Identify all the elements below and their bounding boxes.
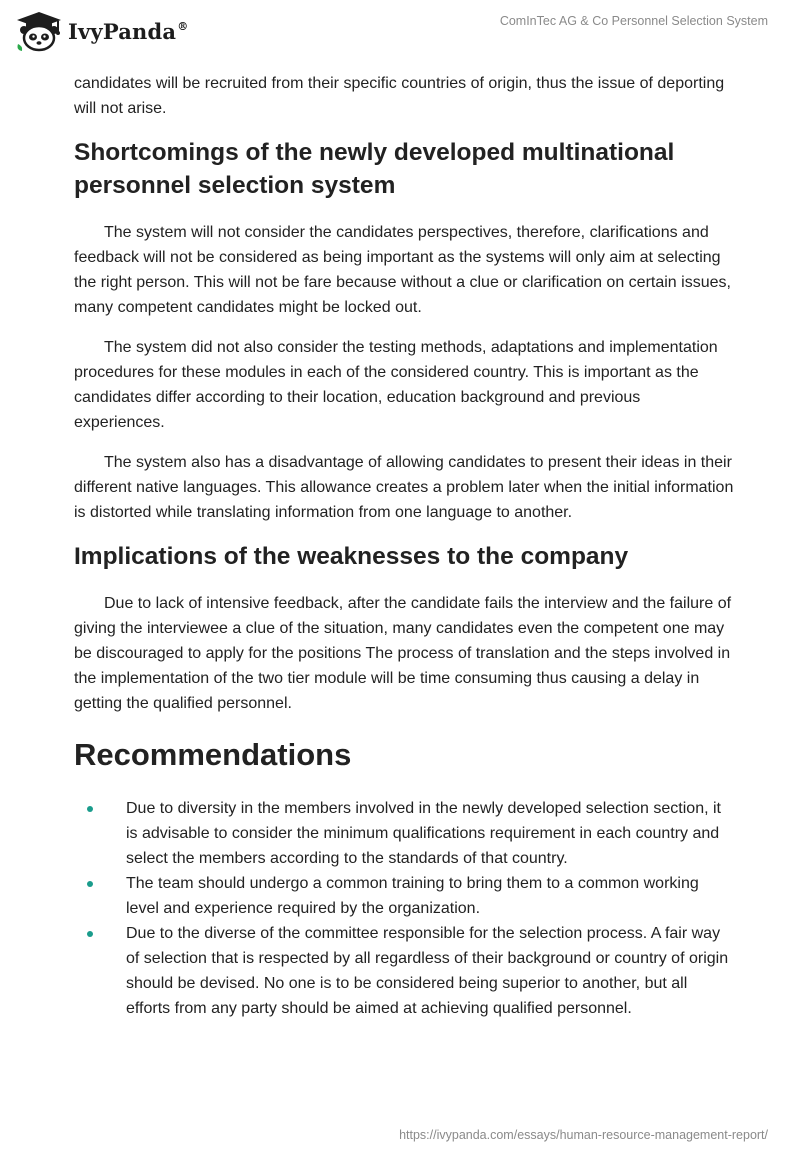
page-header	[0, 0, 800, 60]
bullet-icon	[87, 931, 93, 937]
panda-logo-icon	[14, 10, 64, 52]
list-item	[74, 871, 734, 921]
section-heading-recommendations: Recommendations	[74, 737, 352, 772]
recommendations-list	[74, 796, 734, 1021]
list-item	[74, 796, 734, 871]
section-heading-implications: Implications of the weaknesses to the company	[74, 543, 629, 570]
bullet-icon	[87, 806, 93, 812]
article-content	[74, 71, 734, 1021]
bullet-icon	[87, 881, 93, 887]
paragraph: The system did not also consider the testing methods, adaptations and implementation procedures for these modules in each of the considered country. This is important as the candidates differ according to their location, education background and previous experiences.	[74, 339, 718, 431]
intro-paragraph: candidates will be recruited from their specific countries of origin, thus the issue of deporting will not arise.	[74, 75, 725, 117]
logo[interactable]	[14, 10, 188, 52]
section-heading-shortcomings: Shortcomings of the newly developed multinational personnel selection system	[74, 139, 675, 199]
source-url-link[interactable]: https://ivypanda.com/essays/human-resource-management-report/	[399, 1128, 768, 1142]
list-item-text: Due to diversity in the members involved in the newly developed selection section, it is advisable to consider the minimum qualifications requirement in each country and select the members according to the standards of that country.	[126, 800, 721, 867]
paragraph: The system will not consider the candidates perspectives, therefore, clarifications and feedback will not be considered as being important as the systems will only aim at selecting the right person. This will not be fare because without a clue or clarification on certain issues, many competent candidates might be locked out.	[74, 224, 731, 316]
list-item-text: The team should undergo a common training to bring them to a common working level and experience required by the organization.	[126, 875, 699, 917]
brand-name: IvyPanda®	[68, 18, 189, 44]
document-title: ComInTec AG & Co Personnel Selection System	[499, 14, 768, 28]
paragraph: Due to lack of intensive feedback, after the candidate fails the interview and the failure of giving the interviewee a clue of the situation, many candidates even the competent one may be discouraged to apply for the positions The process of translation and the steps involved in the implementation of the two tier module will be time consuming thus causing a delay in getting the qualified personnel.	[74, 595, 732, 712]
paragraph: The system also has a disadvantage of allowing candidates to present their ideas in their different native languages. This allowance creates a problem later when the initial information is distorted while translating information from one language to another.	[74, 454, 734, 521]
list-item-text: Due to the diverse of the committee responsible for the selection process. A fair way of selection that is respected by all regardless of their background or country of origin should be devised. No one is to be considered being superior to another, but all efforts from any party should be aimed at achieving qualified personnel.	[126, 925, 729, 1017]
list-item	[74, 921, 734, 1021]
